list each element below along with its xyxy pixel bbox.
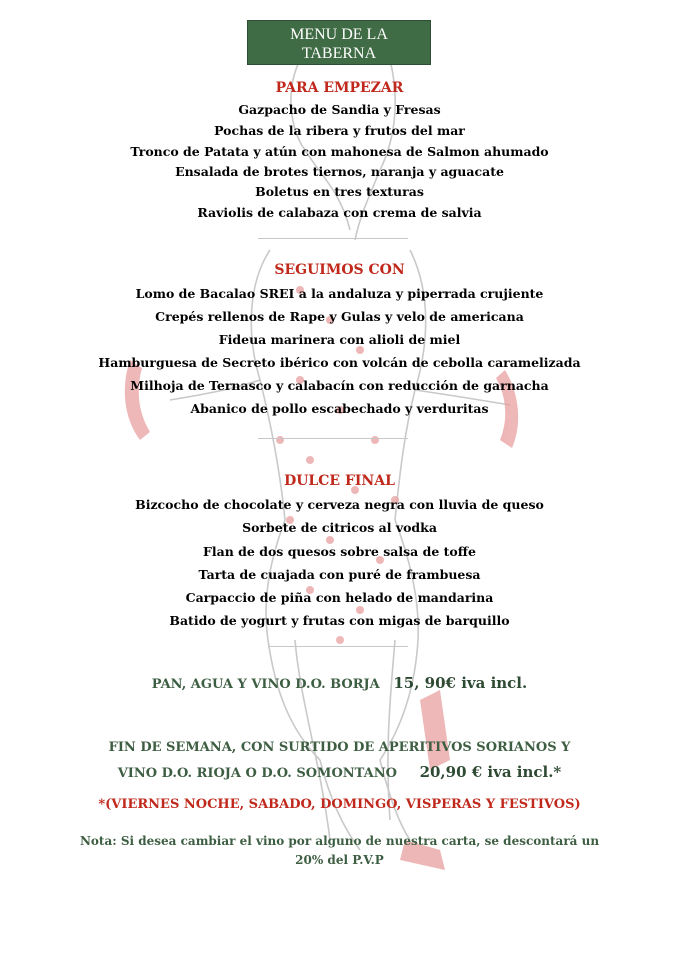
weekend-footnote: *(VIERNES NOCHE, SABADO, DOMINGO, VISPERAS Y FESTIVOS)	[98, 797, 581, 812]
wine-note-line-1: Nota: Si desea cambiar el vino por alguno de nuestra carta, se descontará un	[79, 834, 600, 848]
menu-item: Ensalada de brotes tiernos, naranja y aguacate	[175, 164, 504, 179]
menu-item: Batido de yogurt y frutas con migas de barquillo	[169, 613, 510, 628]
menu-item: Flan de dos quesos sobre salsa de toffe	[203, 544, 476, 559]
weekend-offer-text: VINO D.O. RIOJA O D.O. SOMONTANO	[117, 766, 397, 781]
weekend-offer-line-1: FIN DE SEMANA, CON SURTIDO DE APERITIVOS SORIANOS Y	[108, 740, 571, 755]
menu-item: Fideua marinera con alioli de miel	[218, 332, 461, 347]
weekend-offer-line-2	[0, 763, 679, 781]
weekday-offer-text: PAN, AGUA Y VINO D.O. BORJA	[151, 677, 380, 692]
weekday-offer	[0, 674, 679, 692]
section-divider	[258, 438, 408, 439]
menu-item: Tarta de cuajada con puré de frambuesa	[198, 567, 481, 582]
menu-title-line-2: TABERNA	[301, 45, 377, 62]
menu-item: Boletus en tres texturas	[255, 184, 424, 199]
menu-title-line-1: MENU DE LA	[290, 26, 388, 43]
section-heading-seguimos-con: SEGUIMOS CON	[274, 262, 405, 278]
menu-item: Carpaccio de piña con helado de mandarina	[185, 590, 494, 605]
menu-item: Gazpacho de Sandia y Fresas	[238, 102, 441, 117]
menu-item: Pochas de la ribera y frutos del mar	[214, 123, 465, 138]
weekday-offer-price: 15, 90€ iva incl.	[393, 674, 528, 692]
menu-title-box	[247, 20, 431, 65]
menu-item: Sorbete de citricos al vodka	[242, 520, 437, 535]
menu-item: Hamburguesa de Secreto ibérico con volcán de cebolla caramelizada	[98, 355, 581, 370]
menu-item: Bizcocho de chocolate y cerveza negra con lluvia de queso	[135, 497, 544, 512]
section-divider	[258, 238, 408, 239]
wine-note-line-2: 20% del P.V.P	[295, 853, 384, 867]
menu-item: Raviolis de calabaza con crema de salvia	[197, 205, 482, 220]
section-heading-para-empezar: PARA EMPEZAR	[275, 80, 404, 96]
section-heading-dulce-final: DULCE FINAL	[284, 473, 395, 489]
menu-item: Tronco de Patata y atún con mahonesa de Salmon ahumado	[130, 144, 549, 159]
section-divider	[268, 646, 408, 647]
menu-item: Crepés rellenos de Rape y Gulas y velo de americana	[155, 309, 524, 324]
menu-item: Lomo de Bacalao SREI a la andaluza y piperrada crujiente	[135, 286, 544, 301]
menu-item: Abanico de pollo escabechado y verduritas	[190, 401, 489, 416]
weekend-offer-price: 20,90 € iva incl.*	[419, 763, 562, 781]
menu-item: Milhoja de Ternasco y calabacín con reducción de garnacha	[130, 378, 549, 393]
